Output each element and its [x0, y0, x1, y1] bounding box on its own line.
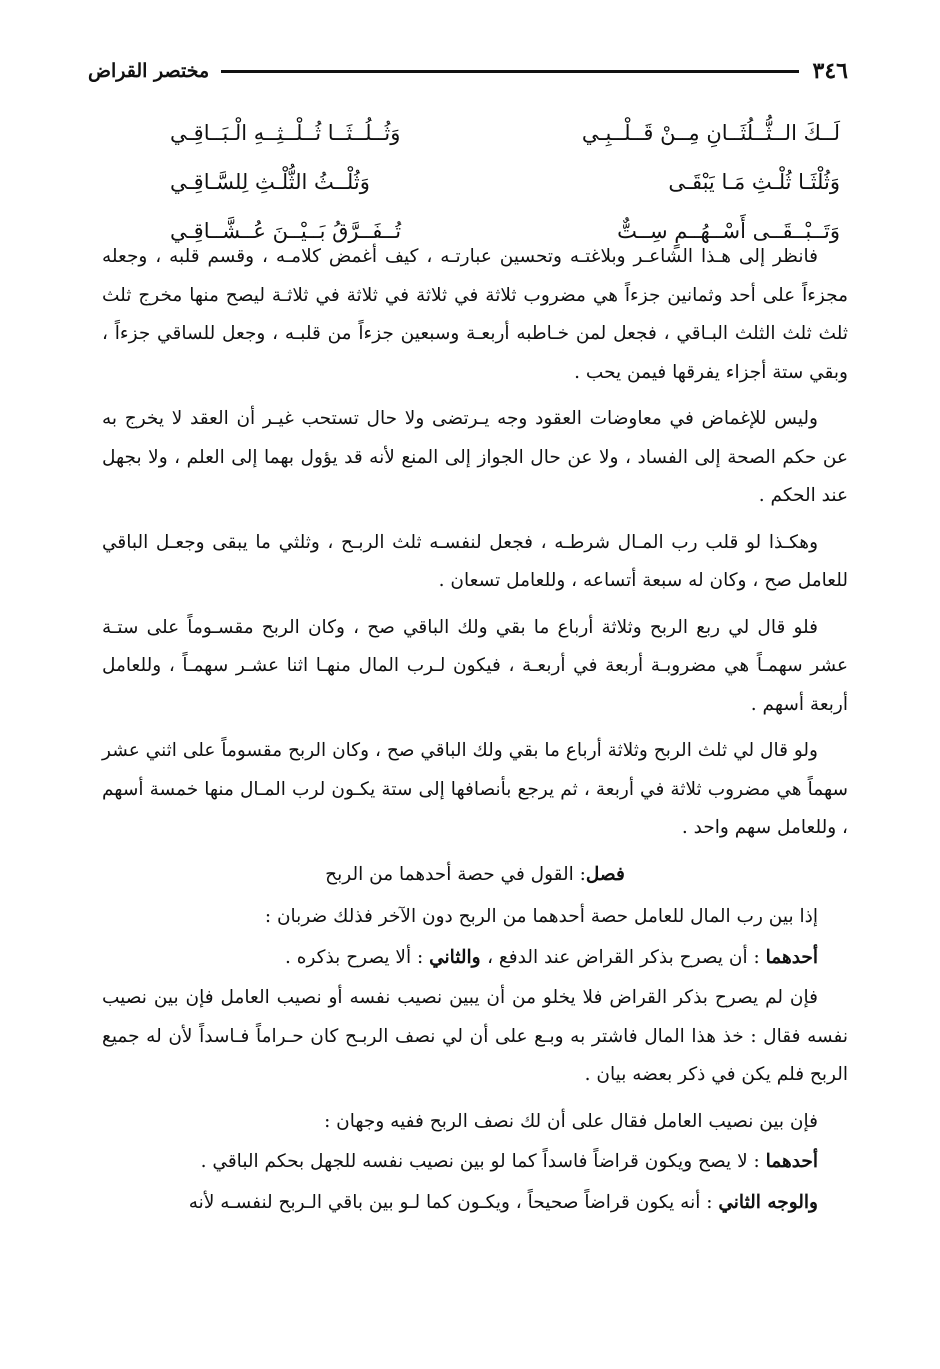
- page-body: [102, 238, 848, 1224]
- paragraph: [102, 1184, 848, 1223]
- second-label: والثاني: [429, 946, 488, 968]
- verse-second-hemistich: تُــفَــرَّقُ بَــيْــنَ عُــشَّــاقِـي: [170, 218, 402, 243]
- first-label: أحدهما: [765, 946, 818, 968]
- verse-second-hemistich: وَثُــلُــثَــا ثُــلْــثِــهِ الْـبَــاقِـي: [170, 120, 401, 145]
- paragraph: [102, 1143, 848, 1182]
- paragraph: إذا بين رب المال للعامل حصة أحدهما من الربح دون الآخر فذلك ضربان :: [264, 906, 818, 927]
- poem-verse: [170, 157, 840, 206]
- paragraph: فانظر إلى هـذا الشاعـر وبلاغتـه وتحسين عبارتـه ، كيف أغمض كلامـه ، وقسم قلبه ، وجعله مجزءاً على أحد وثمانين جزءاً هي مضروب ثلاثة في ثلاثة في ثلاثة في ثلاثـة ليصح منها مخرج ثلث ثلث ثلث الثلث البـاقي ، فجعل لمن خـاطبه أربعـة وسبعين جزءاً من قلبـه ، وجعل للساقي جزءاً ، وبقي ستة أجزاء يفرقها فيمن يحب .: [102, 246, 848, 383]
- view2-label: والوجه الثاني: [718, 1191, 818, 1213]
- paragraph: فإن لم يصرح بذكر القراض فلا يخلو من أن يبين نصيب نفسه أو نصيب العامل فإن بين نصيب نفسه فقال : خذ هذا المال فاشتر به وبـع على أن لي نصف الربـح كان حـراماً فـاسداً لأن له جميع الربح فلم يكن في ذكر بعضه بيان .: [102, 987, 848, 1085]
- running-title: مختصر القراض: [88, 60, 210, 82]
- paragraph: ولو قال لي ثلث الربح وثلاثة أرباع ما بقي ولك الباقي صح ، وكان الربح مقسوماً على اثني عشر سهماً هي مضروب ثلاثة في أربعة ، ثم يرجع بأنصافها إلى ستة يكـون لرب المـال منها خمسة أسهم ، وللعامل سهم واحد .: [102, 740, 848, 838]
- verse-first-hemistich: وَتَــبْــقَــى أَسْــهُــمٍ سِــتٌّ: [617, 218, 840, 243]
- section-label: فصل: [585, 863, 625, 885]
- paragraph: وليس للإغماض في معاوضات العقود وجه يـرتضى ولا حال تستحب غيـر أن العقد لا يخرج به عن حكم الصحة إلى الفساد ، ولا عن حال الجواز إلى المنع لأنه قد يؤول بهما إلى العلم ، ولا بجهل عند الحكم .: [102, 408, 848, 506]
- paragraph: [102, 939, 848, 978]
- paragraph: وهكـذا لو قلب رب المـال شرطـه ، فجعل لنفسـه ثلث الربـح ، وثلثي ما يبقى وجعـل الباقي للعامل صح ، وكان له سبعة أتساعه ، وللعامل تسعان .: [102, 531, 848, 591]
- paragraph: فلو قال لي ربع الربح وثلاثة أرباع ما بقي ولك الباقي صح ، وكان الربح مقسـوماً على ستـة عشر سهمـاً هي مضروبـة أربعة في أربعـة ، فيكون لـرب المال منهـا اثنا عشـر سهمـاً ، وللعامل أربعة أسهم .: [102, 616, 848, 715]
- poem-verse: [170, 108, 840, 157]
- view1-label: أحدهما: [765, 1151, 818, 1172]
- view2-text: : أنه يكون قراضاً صحيحاً ، ويكـون كما لـو بين باقي الـربح لنفسـه لأنه: [188, 1191, 719, 1213]
- verse-first-hemistich: وَثُلْثَـا ثُلْـثِ مَـا يَبْقَـى: [668, 169, 840, 194]
- paragraph: فإن بين نصيب العامل فقال على أن لك نصف الربح ففيه وجهان :: [324, 1110, 818, 1132]
- page-header: [88, 58, 848, 84]
- view1-text: : لا يصح ويكون قراضاً فاسداً كما لو بين نصيب نفسه للجهل بحكم الباقي .: [200, 1151, 766, 1172]
- section-heading: [102, 856, 848, 895]
- poem: [170, 108, 840, 255]
- verse-second-hemistich: وَثُلْــثُ الثُّلْـثِ لِلسَّـاقِـي: [170, 169, 370, 194]
- page-number: ٣٤٦: [812, 58, 848, 84]
- verse-first-hemistich: لَــكَ الــثُّــلُثَــانِ مِــنْ قَــلْــبِـي: [581, 120, 840, 145]
- section-title: : القول في حصة أحدهما من الربح: [325, 863, 586, 885]
- second-text: : ألا يصرح بذكره .: [284, 946, 430, 968]
- first-text: : أن يصرح بذكر القراض عند الدفع ،: [487, 946, 766, 968]
- header-rule: [221, 70, 798, 73]
